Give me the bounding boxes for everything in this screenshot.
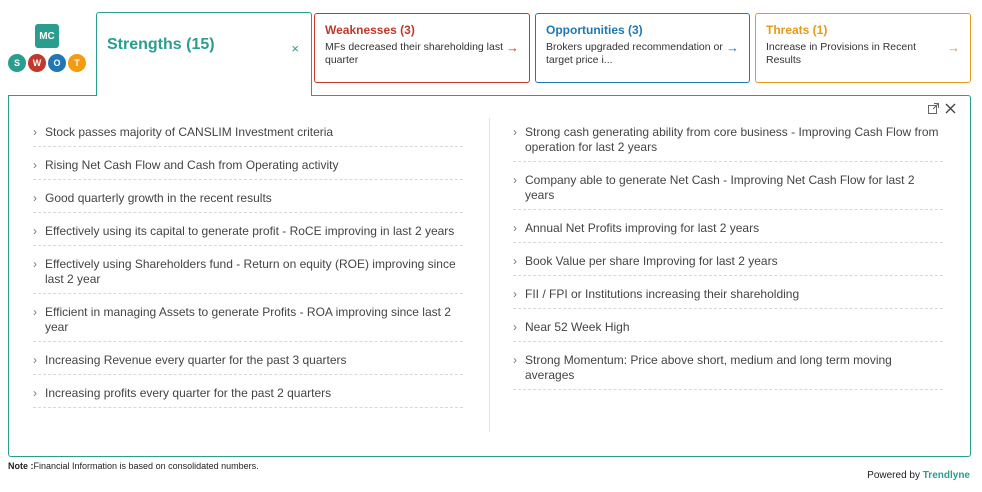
powered-by[interactable]: Powered by Trendlyne [867, 470, 970, 481]
list-item: › Annual Net Profits improving for last 2 years [513, 216, 943, 243]
tab-threats-title: Threats (1) [766, 23, 828, 37]
chevron-right-icon: › [513, 125, 517, 139]
panel-icons [928, 102, 956, 117]
mc-swot-logo [8, 24, 90, 76]
list-item: › FII / FPI or Institutions increasing their shareholding [513, 282, 943, 309]
chevron-right-icon: › [513, 353, 517, 367]
chevron-right-icon: › [33, 305, 37, 319]
strengths-panel [8, 95, 971, 457]
list-item: › Good quarterly growth in the recent results [33, 186, 463, 213]
list-item: › Near 52 Week High [513, 315, 943, 342]
list-item: › Increasing Revenue every quarter for the past 3 quarters [33, 348, 463, 375]
chevron-right-icon: › [33, 224, 37, 238]
chevron-right-icon: › [513, 287, 517, 301]
chevron-right-icon: › [33, 386, 37, 400]
list-item: › Increasing profits every quarter for the past 2 quarters [33, 381, 463, 408]
list-item: › Rising Net Cash Flow and Cash from Operating activity [33, 153, 463, 180]
tab-threats[interactable] [755, 13, 971, 83]
arrow-right-icon[interactable]: → [726, 40, 739, 55]
swot-o: O [48, 54, 66, 72]
chevron-right-icon: › [33, 158, 37, 172]
arrow-right-icon[interactable]: → [947, 40, 960, 55]
list-item: › Strong cash generating ability from core business - Improving Cash Flow from operation for last 2 years [513, 120, 943, 162]
chevron-right-icon: › [33, 191, 37, 205]
list-item: › Company able to generate Net Cash - Improving Net Cash Flow for last 2 years [513, 168, 943, 210]
tab-opportunities[interactable] [535, 13, 750, 83]
close-icon[interactable] [945, 102, 956, 117]
tab-strengths[interactable] [96, 12, 312, 96]
trendlyne-brand[interactable]: Trendlyne [922, 470, 970, 481]
list-item: › Strong Momentum: Price above short, medium and long term moving averages [513, 348, 943, 390]
strengths-list-left [33, 120, 463, 408]
tab-weaknesses-title: Weaknesses (3) [325, 23, 415, 37]
tab-opportunities-desc: Brokers upgraded recommendation or target price i... [546, 41, 723, 66]
chevron-right-icon: › [33, 125, 37, 139]
swot-t: T [68, 54, 86, 72]
chevron-right-icon: › [513, 320, 517, 334]
column-divider [489, 118, 490, 432]
arrow-right-icon[interactable]: → [506, 40, 519, 55]
close-icon[interactable]: × [291, 41, 299, 56]
mc-badge: MC [35, 24, 59, 48]
list-item: › Efficient in managing Assets to generate Profits - ROA improving since last 2 year [33, 300, 463, 342]
tab-threats-desc: Increase in Provisions in Recent Results [766, 41, 916, 66]
chevron-right-icon: › [513, 254, 517, 268]
tab-strengths-title: Strengths (15) [107, 36, 215, 53]
swot-circles [8, 54, 86, 72]
chevron-right-icon: › [33, 257, 37, 271]
tab-weaknesses[interactable] [314, 13, 530, 83]
list-item: › Book Value per share Improving for last 2 years [513, 249, 943, 276]
chevron-right-icon: › [513, 221, 517, 235]
chevron-right-icon: › [513, 173, 517, 187]
footer-note: Note :Financial Information is based on consolidated numbers. [8, 461, 259, 471]
list-item: › Effectively using Shareholders fund - Return on equity (ROE) improving since last 2 year [33, 252, 463, 294]
list-item: › Effectively using its capital to generate profit - RoCE improving in last 2 years [33, 219, 463, 246]
swot-w: W [28, 54, 46, 72]
tab-opportunities-title: Opportunities (3) [546, 23, 643, 37]
chevron-right-icon: › [33, 353, 37, 367]
tab-weaknesses-desc: MFs decreased their shareholding last quarter [325, 41, 504, 66]
swot-s: S [8, 54, 26, 72]
strengths-list-right [513, 120, 943, 390]
list-item: › Stock passes majority of CANSLIM Investment criteria [33, 120, 463, 147]
external-link-icon[interactable] [928, 102, 939, 117]
